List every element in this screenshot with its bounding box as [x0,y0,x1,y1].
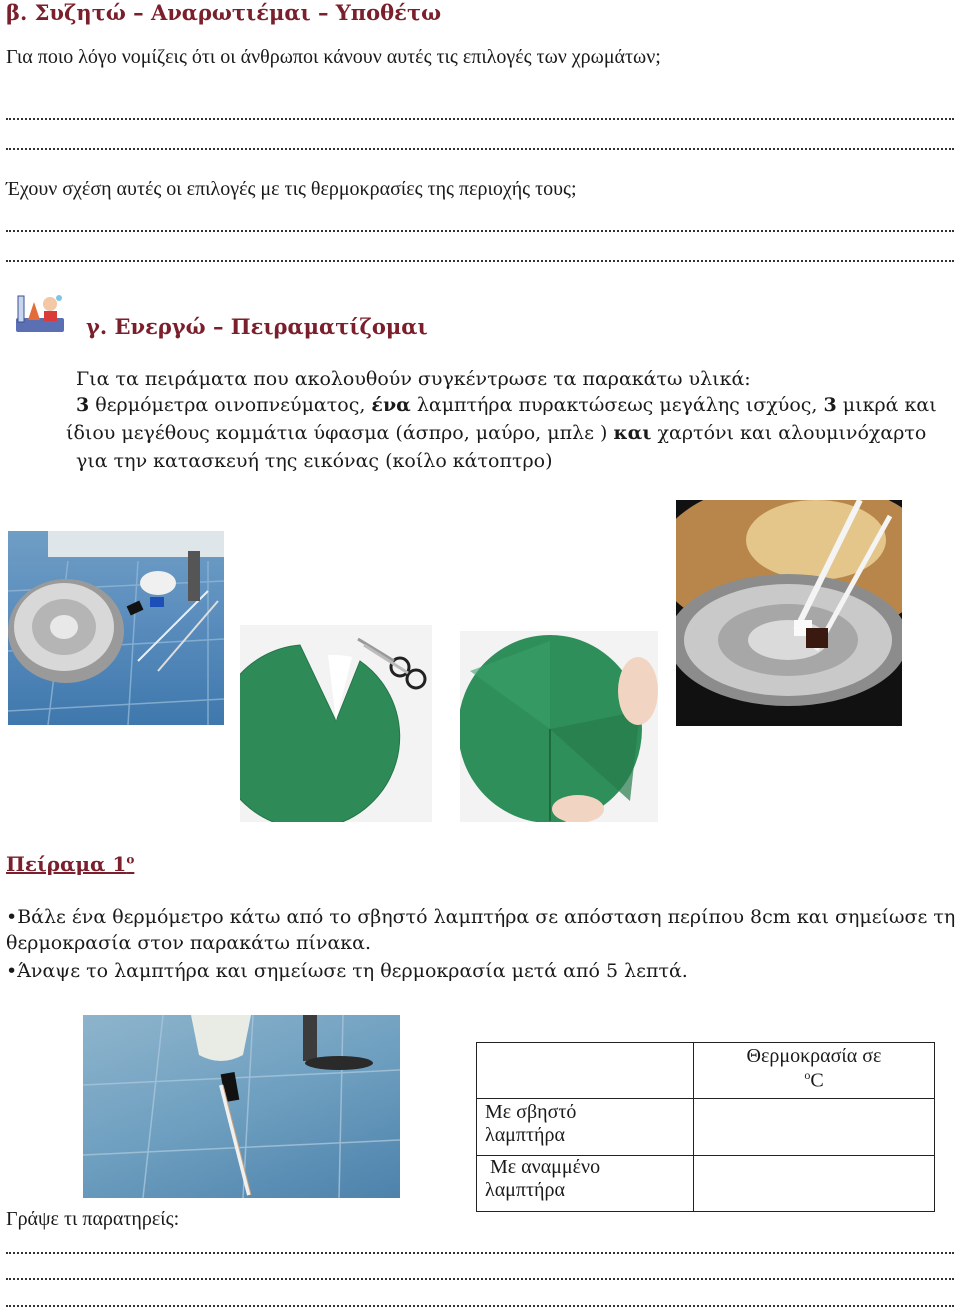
photo-cardboard-cut [240,625,432,822]
experiment-title-text: Πείραμα 1 [6,852,127,876]
materials-text: μικρά και [836,394,937,416]
answer-line[interactable] [6,1305,954,1307]
header-label: Θερμοκρασία σε [746,1045,882,1067]
question-1: Για ποιο λόγο νομίζεις ότι οι άνθρωποι κάνουν αυτές τις επιλογές των χρωμάτων; [6,46,661,68]
materials-text: ίδιου μεγέθους κομμάτια ύφασμα (άσπρο, μαύρο, μπλε ) [66,422,614,444]
count-text: 3 [823,394,837,416]
row-label-text: λαμπτήρα [485,1178,565,1201]
answer-line [6,118,954,120]
answer-line [6,260,954,262]
temperature-on-value[interactable] [694,1155,935,1211]
photo-cardboard-cone [460,631,658,822]
answer-line[interactable] [6,1252,954,1254]
materials-line-1 [76,394,937,416]
header-unit: C [810,1069,824,1092]
count-text: ένα [371,394,411,416]
materials-text: λαμπτήρα πυρακτώσεως μεγάλης ισχύος, [410,394,824,416]
instruction-1-line-2: θερμοκρασία στον παρακάτω πίνακα. [6,932,372,954]
instruction-1-line-1: •Βάλε ένα θερμόμετρο κάτω από το σβηστό λαμπτήρα σε απόσταση περίπου 8cm και σημείωσε τη [6,906,956,928]
observe-label: Γράψε τι παρατηρείς: [6,1208,180,1230]
experiment-title-sup: ο [126,852,135,867]
row-label-text: λαμπτήρα [485,1124,565,1147]
degree-sup: ο [804,1068,811,1082]
experiment-title [6,852,134,876]
materials-line-2 [66,422,926,444]
table-header-cell [694,1043,935,1099]
materials-intro: Για τα πειράματα που ακολουθούν συγκέντρωσε τα παρακάτω υλικά: [76,368,751,390]
section-b-heading: β. Συζητώ – Αναρωτιέμαι – Υποθέτω [6,0,442,25]
row-label-off [477,1099,694,1155]
count-text: 3 [76,394,90,416]
temperature-table [476,1042,935,1212]
photo-concave-mirror [676,500,902,726]
photo-thermometer-under-lamp [83,1015,400,1198]
row-label-text: Με σβηστό [485,1101,577,1124]
answer-line [6,148,954,150]
row-label-text: Με αναμμένο [485,1155,601,1178]
materials-line-3: για την κατασκευή της εικόνας (κοίλο κάτοπτρο) [76,450,553,472]
question-2: Έχουν σχέση αυτές οι επιλογές με τις θερμοκρασίες της περιοχής τους; [6,178,577,200]
answer-line [6,230,954,232]
row-label-on [477,1155,694,1211]
section-c-heading: γ. Ενεργώ – Πειραματίζομαι [86,314,428,339]
instruction-2: •Άναψε το λαμπτήρα και σημείωσε τη θερμοκρασία μετά από 5 λεπτά. [6,960,688,982]
lab-experiment-icon [14,290,66,334]
materials-text: χαρτόνι και αλουμινόχαρτο [651,422,927,444]
table-corner-cell [477,1043,694,1099]
temperature-off-value[interactable] [694,1099,935,1155]
photo-materials [8,531,224,725]
answer-line[interactable] [6,1278,954,1280]
emphasis-text: και [613,422,652,444]
materials-text: θερμόμετρα οινοπνεύματος, [89,394,372,416]
